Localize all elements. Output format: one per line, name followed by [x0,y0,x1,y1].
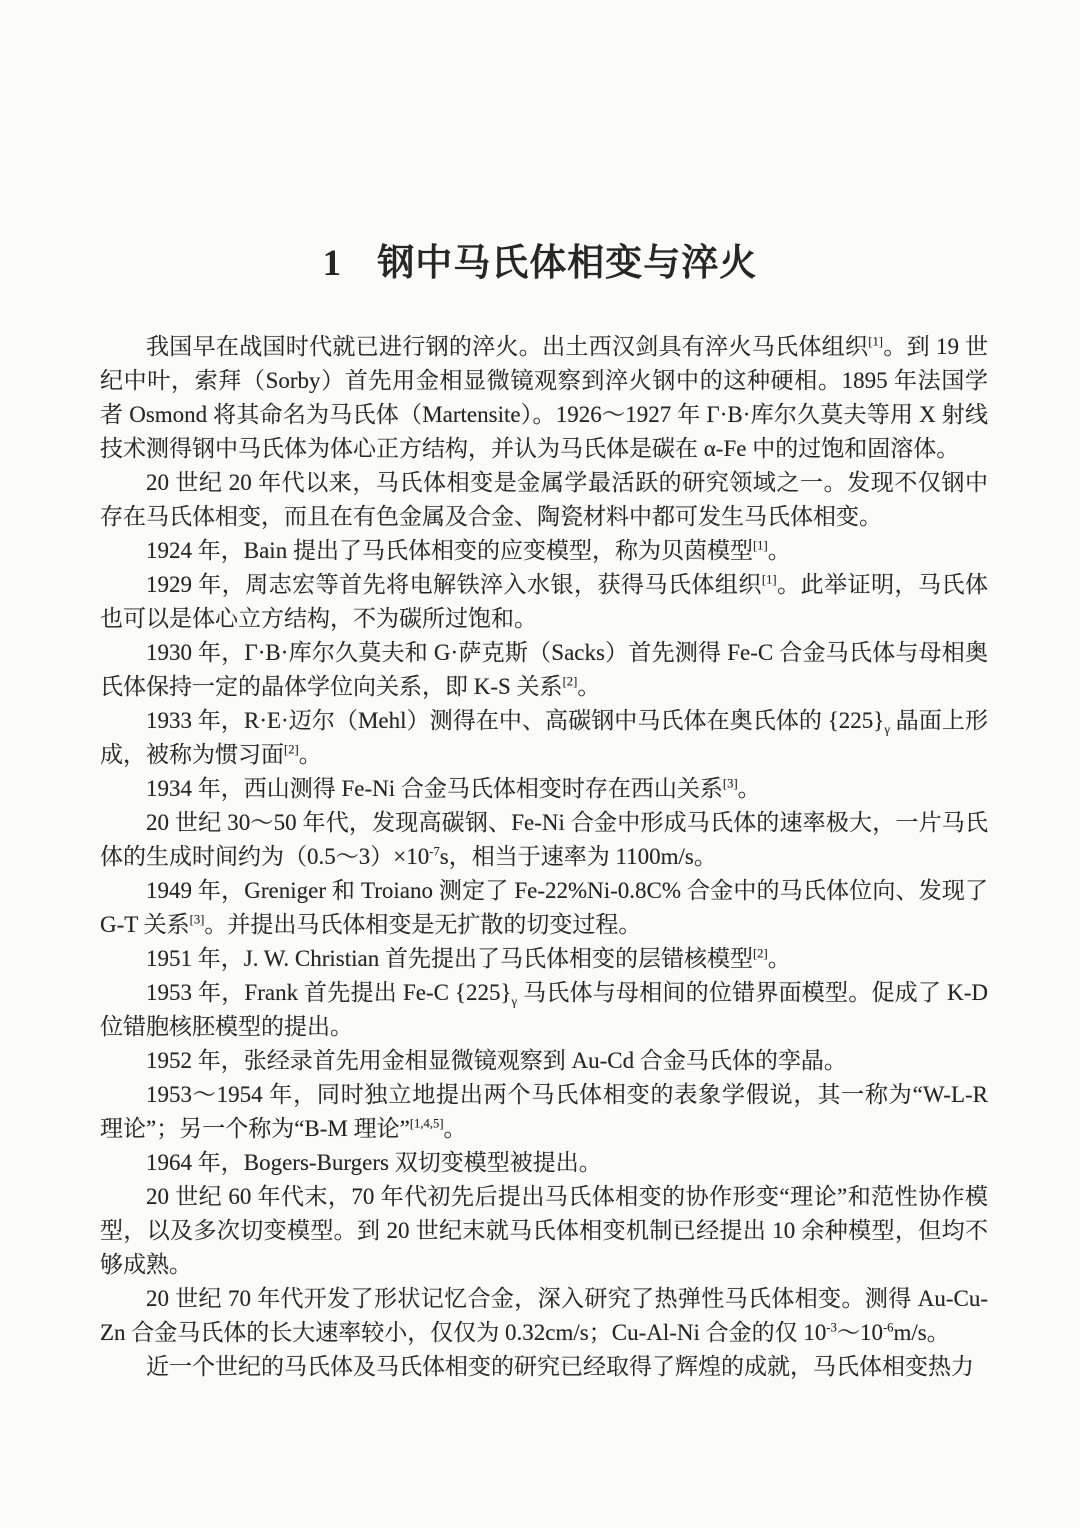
text-run: 1964 年，Bogers-Burgers 双切变模型被提出。 [146,1150,602,1175]
text-run: 1952 年，张经录首先用金相显微镜观察到 Au-Cd 合金马氏体的孪晶。 [146,1048,847,1073]
text-run: 。 [767,538,791,563]
footnote-ref: [3] [722,776,738,791]
paragraph [100,636,988,704]
paragraph [100,1146,988,1180]
text-run: 1949 年，Greniger 和 Troiano 测定了 Fe-22%Ni-0.8C% 合金中的马氏体位向、发现了 G-T 关系 [100,878,988,937]
footnote-ref: [1] [752,538,768,553]
paragraph [100,568,988,636]
paragraph [100,976,988,1044]
text-run: 1929 年，周志宏等首先将电解铁淬入水银，获得马氏体组织 [146,572,762,597]
text-run: 20 世纪 60 年代末，70 年代初先后提出马氏体相变的协作形变“理论”和范性协作模型，以及多次切变模型。到 20 世纪末就马氏体相变机制已经提出 10 余种模型，但均不够成熟。 [100,1184,988,1277]
text-run: 20 世纪 70 年代开发了形状记忆合金，深入研究了热弹性马氏体相变。测得 Au-Cu-Zn 合金马氏体的长大速率较小，仅仅为 0.32cm/s；Cu-Al-Ni 合金的仅 10 [100,1286,988,1345]
footnote-ref: [3] [189,912,205,927]
paragraph [100,704,988,772]
text-run: 1930 年，Γ·Β·库尔久莫夫和 G·萨克斯（Sacks）首先测得 Fe-C 合金马氏体与母相奥氏体保持一定的晶体学位向关系，即 K-S 关系 [100,640,988,699]
text-run: 近一个世纪的马氏体及马氏体相变的研究已经取得了辉煌的成就，马氏体相变热力 [146,1354,974,1379]
footnote-ref: [1] [761,572,777,587]
page-body [100,330,988,1384]
text-run: 1924 年，Bain 提出了马氏体相变的应变模型，称为贝茵模型 [146,538,753,563]
chapter-title: 钢中马氏体相变与淬火 [377,243,758,284]
paragraph [100,466,988,534]
text-run: 。 [577,674,601,699]
text-run: 1953 年，Frank 首先提出 Fe-C {225} [146,980,512,1005]
paragraph [100,1044,988,1078]
text-run: 1953～1954 年，同时独立地提出两个马氏体相变的表象学假说，其一称为“W-L-R 理论”；另一个称为“B-M 理论” [100,1082,988,1141]
text-run: 。 [737,776,761,801]
text-run: 马氏体与母相间的位错界面模型。促成了 K-D 位错胞核胚模型的提出。 [100,980,988,1039]
chapter-number: 1 [322,243,343,284]
footnote-ref: -6 [882,1320,894,1335]
paragraph [100,806,988,874]
text-run: 20 世纪 30～50 年代，发现高碳钢、Fe-Ni 合金中形成马氏体的速率极大，一片马氏体的生成时间约为（0.5～3）×10 [100,810,988,869]
text-run: 。并提出马氏体相变是无扩散的切变过程。 [204,912,642,937]
text-run: m/s。 [893,1320,950,1345]
paragraph [100,874,988,942]
text-run: 20 世纪 20 年代以来，马氏体相变是金属学最活跃的研究领域之一。发现不仅钢中存在马氏体相变，而且在有色金属及合金、陶瓷材料中都可发生马氏体相变。 [100,470,988,529]
paragraph [100,534,988,568]
subscript: γ [511,994,518,1009]
chapter-heading [0,238,1080,290]
paragraph [100,1350,988,1384]
paragraph [100,1180,988,1282]
text-run: 。 [767,946,791,971]
text-run: ～10 [836,1320,883,1345]
subscript: γ [884,722,890,737]
text-run: 晶面上形成，被称为惯习面 [100,708,989,767]
text-run: 1934 年，西山测得 Fe-Ni 合金马氏体相变时存在西山关系 [146,776,723,801]
text-run: 1933 年，R·E·迈尔（Mehl）测得在中、高碳钢中马氏体在奥氏体的 {225} [146,708,885,733]
paragraph [100,772,988,806]
text-run: s，相当于速率为 1100m/s。 [439,844,717,869]
text-run: 。 [298,742,322,767]
paragraph [100,942,988,976]
text-run: 1951 年，J. W. Christian 首先提出了马氏体相变的层错核模型 [146,946,753,971]
text-run: 。此举证明，马氏体也可以是体心立方结构，不为碳所过饱和。 [100,572,989,631]
paragraph [100,1078,988,1146]
footnote-ref: [2] [752,946,768,961]
text-run: 。 [443,1116,467,1141]
paragraph [100,330,988,466]
text-run: 。到 19 世纪中叶，索拜（Sorby）首先用金相显微镜观察到淬火钢中的这种硬相。1895 年法国学者 Osmond 将其命名为马氏体（Martensite）。1926～1927 年 Γ·Β·库尔久莫夫等用 X 射线技术测得钢中马氏体为体心正方结构，并认为马氏体是碳在 α-Fe 中的过饱和固溶体。 [100,334,989,461]
footnote-ref: -7 [429,844,440,859]
footnote-ref: [1,4,5] [409,1116,444,1131]
paragraph [100,1282,988,1350]
footnote-ref: [2] [284,742,299,757]
footnote-ref: -3 [826,1320,837,1335]
text-run: 我国早在战国时代就已进行钢的淬火。出土西汉剑具有淬火马氏体组织 [146,334,869,359]
footnote-ref: [2] [562,674,578,689]
footnote-ref: [1] [868,334,884,349]
